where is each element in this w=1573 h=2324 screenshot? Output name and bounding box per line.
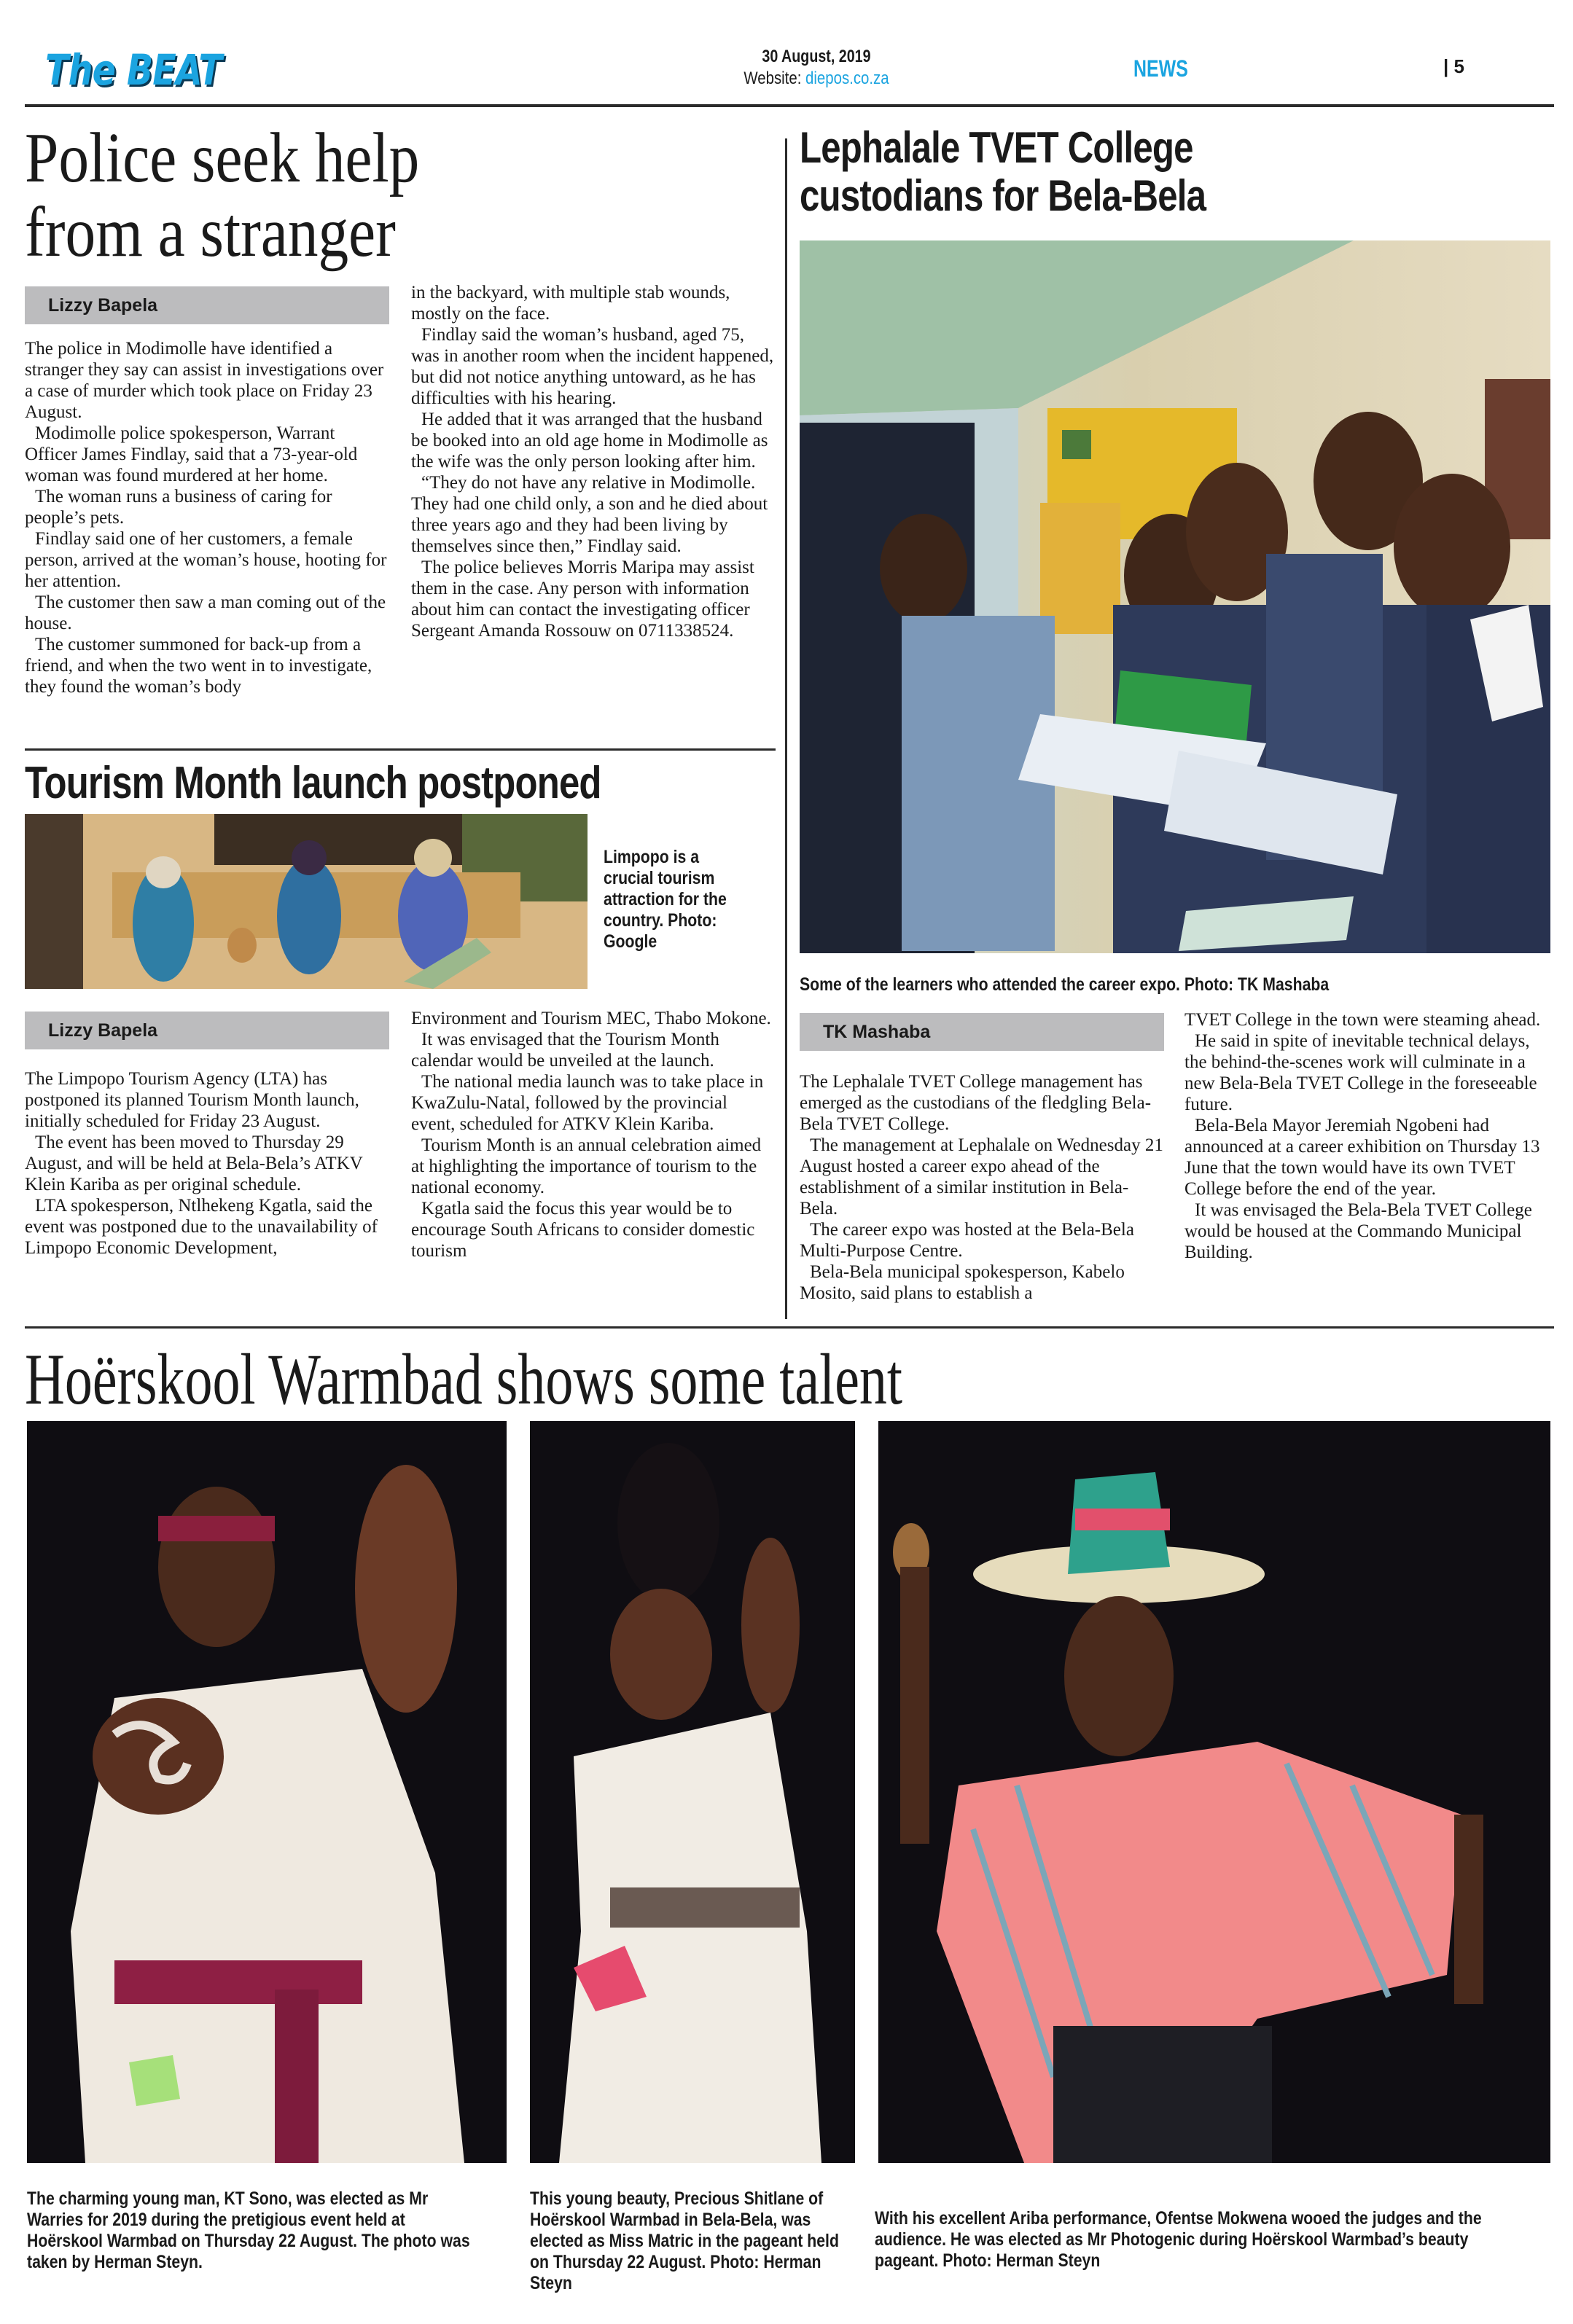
dateline [685,47,948,89]
paragraph: He added that it was arranged that the husband be booked into an old age home in Modimolle as the wife was the only person looking after him. [411,410,768,472]
paragraph: The management at Lephalale on Wednesday 21 August hosted a career expo ahead of the establishment of a similar institution in Bela-Bela. [800,1135,1163,1218]
tvet-column-2 [1184,1009,1549,1263]
issue-date: 30 August, 2019 [762,47,871,66]
contestant-image-3 [878,1421,1550,2163]
website-label: Website: [743,69,802,88]
paragraph: TVET College in the town were steaming ahead. [1184,1010,1541,1030]
masthead-rule [25,104,1554,107]
paragraph: The national media launch was to take place in KwaZulu-Natal, followed by the provincial event, scheduled for ATKV Klein Kariba. [411,1072,764,1134]
warmbad-headline: Hoërskool Warmbad shows some talent [25,1339,903,1420]
page-number: | 5 [1443,55,1464,77]
career-expo-photo [800,240,1550,953]
paragraph: It was envisaged the Bela-Bela TVET College would be housed at the Commando Municipal Building. [1184,1200,1532,1262]
paragraph: The woman runs a business of caring for people’s pets. [25,487,332,528]
police-column-2 [411,282,776,641]
tourism-image [25,814,588,989]
paragraph: LTA spokesperson, Ntlhekeng Kgatla, said the event was postponed due to the unavailability of Limpopo Economic Development, [25,1196,378,1258]
career-expo-caption: Some of the learners who attended the career expo. Photo: TK Mashaba [800,974,1330,995]
paragraph: “They do not have any relative in Modimolle. They had one child only, a son and he died about three years ago and they had been living by themselves since then,” Findlay said. [411,473,768,556]
website-link[interactable]: diepos.co.za [805,69,889,88]
paragraph: Findlay said the woman’s husband, aged 75, was in another room when the incident happened, but did not notice anything untoward, as he has difficulties with his hearing. [411,325,774,408]
police-column-1 [25,338,389,697]
contestant-photo-2 [530,1421,855,2163]
paragraph: in the backyard, with multiple stab wounds, mostly on the face. [411,283,730,324]
contestant-photo-3 [878,1421,1550,2163]
paragraph: The customer summoned for back-up from a friend, and when the two went in to investigate, they found the woman’s body [25,635,372,697]
tourism-photo [25,814,588,989]
section-rule [25,1326,1554,1329]
tourism-column-1 [25,1068,389,1259]
paragraph: Findlay said one of her customers, a female person, arrived at the woman’s house, hooting for her attention. [25,529,387,591]
contestant-photo-1 [27,1421,507,2163]
website-line [705,69,928,89]
paragraph: Kgatla said the focus this year would be to encourage South Africans to consider domestic tourism [411,1199,755,1261]
tourism-headline: Tourism Month launch postponed [25,758,601,808]
police-headline-line2: from a stranger [25,193,396,272]
tourism-column-2 [411,1008,776,1261]
tvet-headline-line2: custodians for Bela-Bela [800,171,1206,220]
paragraph: Environment and Tourism MEC, Thabo Mokone. [411,1009,771,1028]
byline-author: Lizzy Bapela [48,294,158,316]
byline-author: TK Mashaba [823,1021,931,1042]
career-expo-image [800,240,1550,953]
publication-logo: The BEAT [45,45,222,95]
tourism-photo-caption: Limpopo is a crucial tourism attraction for the country. Photo: Google [604,847,727,952]
tvet-headline-line1: Lephalale TVET College [800,123,1193,172]
section-label: NEWS [1133,55,1188,82]
tourism-byline [25,1012,389,1049]
police-headline-line1: Police seek help [25,119,420,197]
paragraph: The Lephalale TVET College management has emerged as the custodians of the fledgling Bela-Bela TVET College. [800,1072,1152,1134]
paragraph: Modimolle police spokesperson, Warrant Officer James Findlay, said that a 73-year-old woman was found murdered at her home. [25,423,358,485]
contestant-caption-3: With his excellent Ariba performance, Ofentse Mokwena wooed the judges and the audience. He was elected as Mr Photogenic during Hoërskool Warmbad’s beauty pageant. Photo: Herman Steyn [875,2208,1482,2271]
tvet-byline [800,1013,1164,1051]
tvet-headline [800,124,1206,220]
paragraph: Tourism Month is an annual celebration aimed at highlighting the importance of tourism to the national economy. [411,1135,762,1197]
paragraph: The event has been moved to Thursday 29 August, and will be held at Bela-Bela’s ATKV Klein Kariba as per original schedule. [25,1132,363,1194]
paragraph: Bela-Bela municipal spokesperson, Kabelo Mosito, said plans to establish a [800,1262,1125,1303]
contestant-caption-2: This young beauty, Precious Shitlane of Hoërskool Warmbad in Bela-Bela, was elected as Miss Matric in the pageant held on Thursday 22 August. Photo: Herman Steyn [530,2188,839,2293]
paragraph: The Limpopo Tourism Agency (LTA) has postponed its planned Tourism Month launch, initially scheduled for Friday 23 August. [25,1069,359,1131]
police-headline [25,121,419,270]
contestant-image-1 [27,1421,507,2163]
paragraph: Bela-Bela Mayor Jeremiah Ngobeni had announced at a career exhibition on Thursday 13 June that the town would have its own TVET College before the end of the year. [1184,1116,1540,1199]
paragraph: It was envisaged that the Tourism Month calendar would be unveiled at the launch. [411,1030,719,1071]
paragraph: The police believes Morris Maripa may assist them in the case. Any person with information about him can contact the investigating officer Sergeant Amanda Rossouw on 0711338524. [411,557,754,641]
section-rule [25,748,776,751]
tvet-column-1 [800,1071,1164,1304]
paragraph: The police in Modimolle have identified a stranger they say can assist in investigations over a case of murder which took place on Friday 23 August. [25,339,384,422]
paragraph: He said in spite of inevitable technical delays, the behind-the-scenes work will culminate in a new Bela-Bela TVET College in the foreseeable future. [1184,1031,1537,1114]
column-divider [785,138,787,1319]
contestant-image-2 [530,1421,855,2163]
police-byline [25,286,389,324]
paragraph: The career expo was hosted at the Bela-Bela Multi-Purpose Centre. [800,1220,1134,1261]
paragraph: The customer then saw a man coming out of the house. [25,592,386,633]
contestant-caption-1: The charming young man, KT Sono, was elected as Mr Warries for 2019 during the pretigious event held at Hoërskool Warmbad on Thursday 22 August. The photo was taken by Herman Steyn. [27,2188,470,2272]
byline-author: Lizzy Bapela [48,1020,158,1041]
